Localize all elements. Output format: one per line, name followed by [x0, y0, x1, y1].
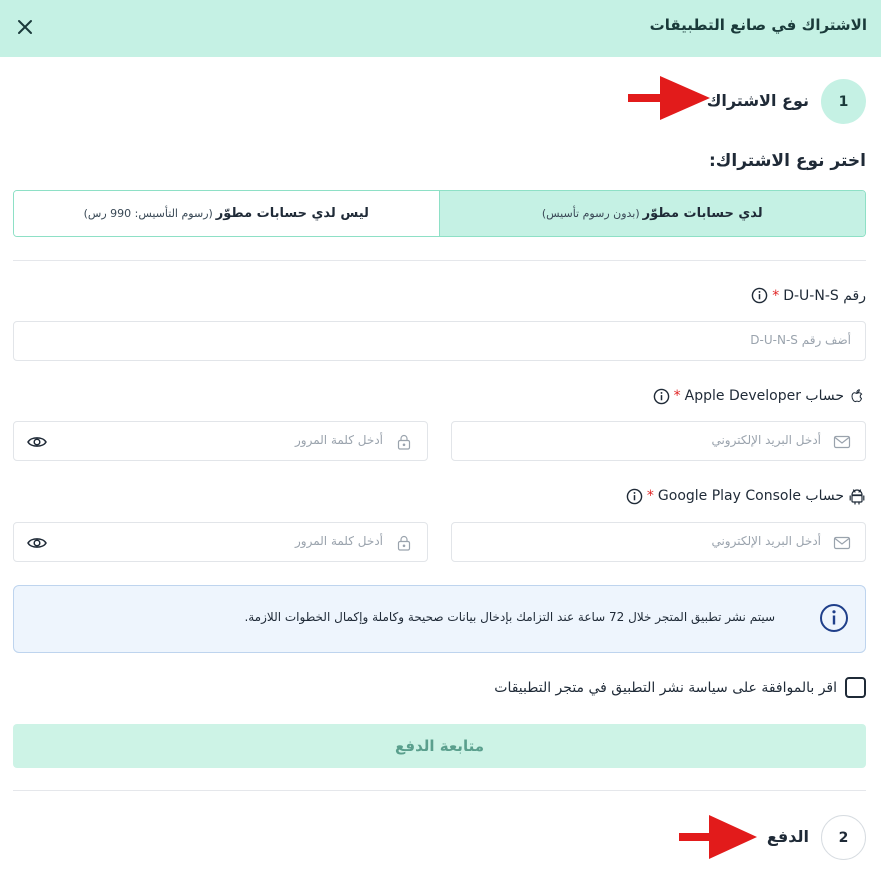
modal-title: الاشتراك في صانع التطبيقات: [649, 16, 867, 34]
apple-icon: [848, 387, 866, 405]
mail-icon: [833, 534, 851, 552]
lock-icon: [395, 534, 413, 552]
duns-label: [751, 287, 866, 304]
email-placeholder: أدخل البريد الإلكتروني: [711, 433, 821, 447]
subscription-question: اختر نوع الاشتراك:: [708, 151, 866, 171]
duns-placeholder: أضف رقم D-U-N-S: [750, 333, 851, 347]
eye-icon[interactable]: [27, 434, 47, 450]
section-divider: [13, 260, 866, 261]
google-label: [626, 487, 866, 505]
password-placeholder: أدخل كلمة المرور: [294, 433, 383, 447]
info-icon[interactable]: [626, 488, 643, 505]
section-divider: [13, 790, 866, 791]
option-has-developer-accounts[interactable]: [440, 191, 866, 236]
lock-icon: [395, 433, 413, 451]
step-2-label: الدفع: [766, 827, 809, 846]
info-circle-icon: [819, 603, 849, 633]
option-no-developer-accounts[interactable]: [14, 191, 440, 236]
mail-icon: [833, 433, 851, 451]
subscription-type-selector: [13, 190, 866, 237]
apple-password-input[interactable]: [13, 421, 428, 461]
apple-label-text: حساب Apple Developer: [684, 388, 844, 404]
option-note: (رسوم التأسيس: 990 رس): [83, 207, 213, 220]
step-1-number: 1: [821, 79, 866, 124]
email-placeholder: أدخل البريد الإلكتروني: [711, 534, 821, 548]
agreement-row: [494, 677, 866, 698]
step-2-number: 2: [821, 815, 866, 860]
option-label: لدي حسابات مطوّر: [642, 206, 763, 221]
required-mark: *: [646, 488, 654, 504]
password-placeholder: أدخل كلمة المرور: [294, 534, 383, 548]
google-email-input[interactable]: [451, 522, 866, 562]
info-icon[interactable]: [653, 388, 670, 405]
continue-to-payment-button[interactable]: متابعة الدفع: [13, 724, 866, 768]
apple-label: [653, 387, 866, 405]
step-1-label: نوع الاشتراك: [706, 91, 809, 110]
apple-email-input[interactable]: [451, 421, 866, 461]
duns-label-text: رقم D-U-N-S: [783, 287, 866, 304]
info-icon[interactable]: [751, 287, 768, 304]
modal-header: [0, 0, 881, 57]
agreement-label[interactable]: اقر بالموافقة على سياسة نشر التطبيق في متجر التطبيقات: [494, 679, 837, 696]
required-mark: *: [772, 287, 780, 304]
duns-input[interactable]: [13, 321, 866, 361]
info-notice: [13, 585, 866, 653]
close-icon[interactable]: [14, 16, 36, 38]
agreement-checkbox[interactable]: [845, 677, 866, 698]
notice-text: سيتم نشر تطبيق المتجر خلال 72 ساعة عند التزامك بإدخال بيانات صحيحة وكاملة وإكمال الخطوات اللازمة.: [244, 610, 775, 624]
required-mark: *: [673, 388, 681, 404]
red-arrow-icon: [679, 815, 757, 859]
google-password-input[interactable]: [13, 522, 428, 562]
red-arrow-icon: [628, 76, 710, 120]
eye-icon[interactable]: [27, 535, 47, 551]
android-icon: [848, 487, 866, 505]
option-label: ليس لدي حسابات مطوّر: [215, 206, 369, 221]
option-note: (بدون رسوم تأسيس): [541, 207, 640, 220]
google-label-text: حساب Google Play Console: [657, 488, 844, 504]
